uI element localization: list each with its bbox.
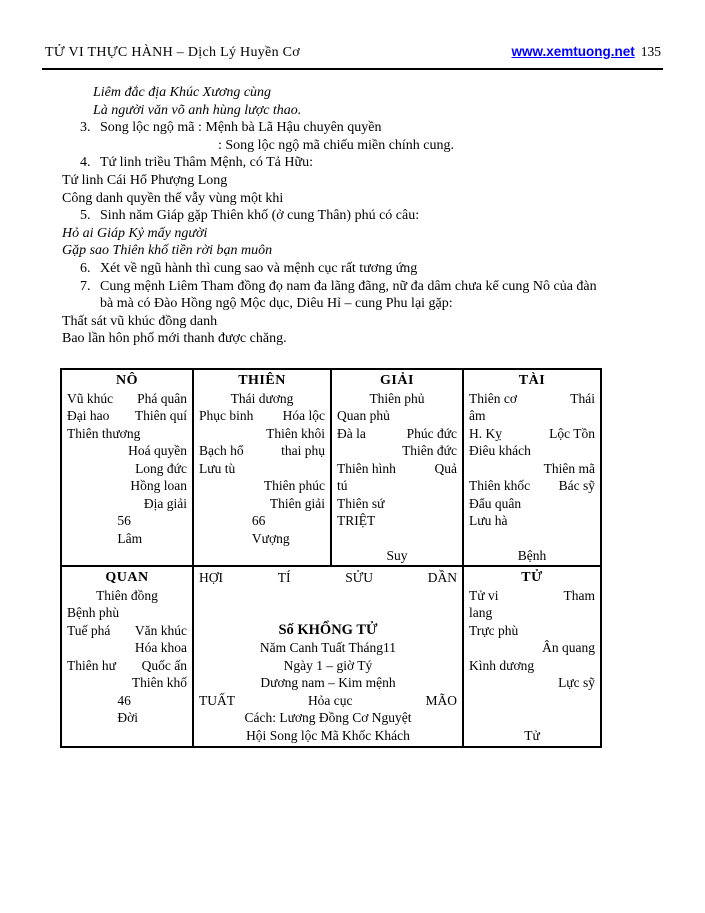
text-line: Đời xyxy=(117,710,139,725)
text-line xyxy=(469,709,595,727)
book-title: TỬ VI THỰC HÀNH – Dịch Lý Huyền Cơ xyxy=(45,45,301,60)
text-line: Đại hao Thiên quí xyxy=(67,408,187,423)
chart-cell-tu xyxy=(464,567,600,746)
text-line: Thiên phúc xyxy=(263,478,325,493)
chart-cell-quan xyxy=(62,567,194,746)
text-line: Bao lần hôn phố mới thanh được chăng. xyxy=(62,331,287,347)
text-line: Thiên đồng xyxy=(96,587,158,603)
text-line: Gặp sao Thiên khố tiền rời bạn muôn xyxy=(62,243,273,259)
text-line: Số KHỔNG TỬ xyxy=(278,621,378,638)
page-number: 135 xyxy=(640,44,661,59)
text-line: Đà la Phúc đức xyxy=(337,425,457,441)
text-line: âm xyxy=(469,408,486,423)
text-line: Kình dương xyxy=(469,657,535,673)
text-line: Trực phù xyxy=(469,622,519,638)
text-line: Ngày 1 – giờ Tý xyxy=(283,657,373,673)
website-link[interactable]: www.xemtuong.net xyxy=(511,44,635,59)
text-line: Hóa khoa xyxy=(134,640,187,655)
text-line xyxy=(67,547,187,565)
text-line: GIẢI xyxy=(380,373,414,388)
text-line: TRIỆT xyxy=(337,513,376,528)
text-line: Bệnh xyxy=(517,548,547,563)
text-line: Lưu hà xyxy=(469,513,508,528)
text-line xyxy=(67,727,187,745)
text-line: Thiên sứ xyxy=(337,495,385,511)
tuvi-chart-table xyxy=(60,368,602,748)
text-line: Thiên cơ Thái xyxy=(469,390,595,406)
text-line: TỬ xyxy=(521,570,543,585)
text-line: 66 xyxy=(251,513,266,528)
text-line: THIÊN xyxy=(238,373,286,388)
text-line: lang xyxy=(469,605,493,620)
text-line: Đẩu quân xyxy=(469,495,522,511)
text-line: Liêm đắc địa Khúc Xương cùng xyxy=(93,85,272,100)
text-line: H. Kỵ Lộc Tồn xyxy=(469,425,595,441)
text-line: QUAN xyxy=(105,570,149,585)
chart-cell-thien xyxy=(194,370,332,567)
text-line: Công danh quyền thế vẫy vùng một khi xyxy=(62,190,284,206)
text-line: Hội Song lộc Mã Khốc Khách xyxy=(246,727,410,743)
text-line: Lâm xyxy=(117,530,143,546)
text-line: Quan phủ xyxy=(337,408,390,423)
text-line: Tử xyxy=(524,727,540,743)
chart-cell-giai xyxy=(332,370,464,567)
page-header xyxy=(45,44,661,61)
text-line: Long đức xyxy=(135,460,187,476)
text-line: Lưu tù xyxy=(199,460,236,476)
text-line: Bệnh phù xyxy=(67,605,120,620)
text-line: Thiên thương xyxy=(67,425,141,441)
text-line: Thiên giải xyxy=(269,495,325,511)
text-line: 56 xyxy=(117,513,131,528)
text-line: Cách: Lương Đồng Cơ Nguyệt xyxy=(244,710,412,725)
text-line: Địa giải xyxy=(143,495,187,511)
text-line: 4. Tứ linh triều Thâm Mệnh, có Tả Hữu: xyxy=(80,155,313,171)
text-line: Vũ khúc Phá quân xyxy=(67,390,187,406)
text-line: Năm Canh Tuất Tháng11 xyxy=(259,640,397,655)
text-line: TUẤT Hỏa cục MÃO xyxy=(199,692,457,708)
text-line: Hỏ ai Giáp Kỷ mấy người xyxy=(62,225,208,241)
text-line: Ân quang xyxy=(542,640,595,655)
text-line: Thiên mã xyxy=(543,460,595,476)
text-line: 3. Song lộc ngộ mã : Mệnh bà Lã Hậu chuyên quyền xyxy=(80,120,382,136)
chart-cell-no xyxy=(62,370,194,567)
chart-cell-center xyxy=(194,567,464,746)
text-line: HỢI TÍ SỬU DẦN xyxy=(199,570,457,585)
text-line: 7. Cung mệnh Liêm Tham đồng đọ nam đa lãng đãng, nữ đa dâm chưa kể cung Nô của đàn xyxy=(80,278,597,294)
text-line: Tuế phá Văn khúc xyxy=(67,622,187,638)
text-line: Thiên khôi xyxy=(266,425,325,441)
text-line: Thiên phủ xyxy=(369,390,425,406)
text-line: : Song lộc ngộ mã chiếu miền chính cung. xyxy=(218,137,455,153)
text-line: Tứ linh Cái Hổ Phượng Long xyxy=(62,172,228,188)
text-line: Vượng xyxy=(251,530,290,546)
text-line: tú xyxy=(337,478,348,493)
text-line: Thiên đức xyxy=(402,443,457,458)
text-line: NÔ xyxy=(116,373,138,388)
text-line: Thiên hình Quả xyxy=(337,460,457,476)
text-line: Thái dương xyxy=(230,390,294,406)
text-line: Thiên khốc Bác sỹ xyxy=(469,478,595,493)
text-line: Là người văn võ anh hùng lược thao. xyxy=(93,102,302,118)
text-line: TÀI xyxy=(518,373,546,388)
text-line: Điêu khách xyxy=(469,443,531,458)
text-line: Suy xyxy=(386,548,408,563)
text-line xyxy=(199,587,457,605)
text-line: Thất sát vũ khúc đồng danh xyxy=(62,313,218,329)
text-line: 5. Sinh năm Giáp gặp Thiên khố (ở cung Thân) phú có câu: xyxy=(80,208,420,224)
chart-cell-tai xyxy=(464,370,600,567)
text-line: Bạch hổ thai phụ xyxy=(199,443,325,458)
text-line: Hồng loan xyxy=(130,478,187,493)
text-line: bà mà có Đào Hồng ngộ Mộc dục, Diêu Hỉ – cung Phu lại gặp: xyxy=(100,296,453,312)
text-line xyxy=(199,604,457,622)
text-line: Lực sỹ xyxy=(558,675,595,690)
header-divider xyxy=(42,68,663,70)
header-right xyxy=(511,44,661,60)
text-line xyxy=(469,692,595,710)
text-line: 46 xyxy=(117,692,131,708)
text-line xyxy=(469,530,595,548)
text-line: Thiên khố xyxy=(131,675,187,690)
text-line: Phục binh Hóa lộc xyxy=(199,408,325,423)
body-text xyxy=(62,84,665,348)
text-line: 6. Xét về ngũ hành thì cung sao và mệnh cục rất tương ứng xyxy=(80,260,418,276)
text-line xyxy=(199,547,325,565)
text-line: Hoá quyền xyxy=(128,443,187,458)
text-line: Thiên hư Quốc ấn xyxy=(67,657,187,673)
text-line: Dương nam – Kim mệnh xyxy=(260,675,396,690)
text-line xyxy=(337,530,457,548)
text-line: Tử vi Tham xyxy=(469,587,595,603)
